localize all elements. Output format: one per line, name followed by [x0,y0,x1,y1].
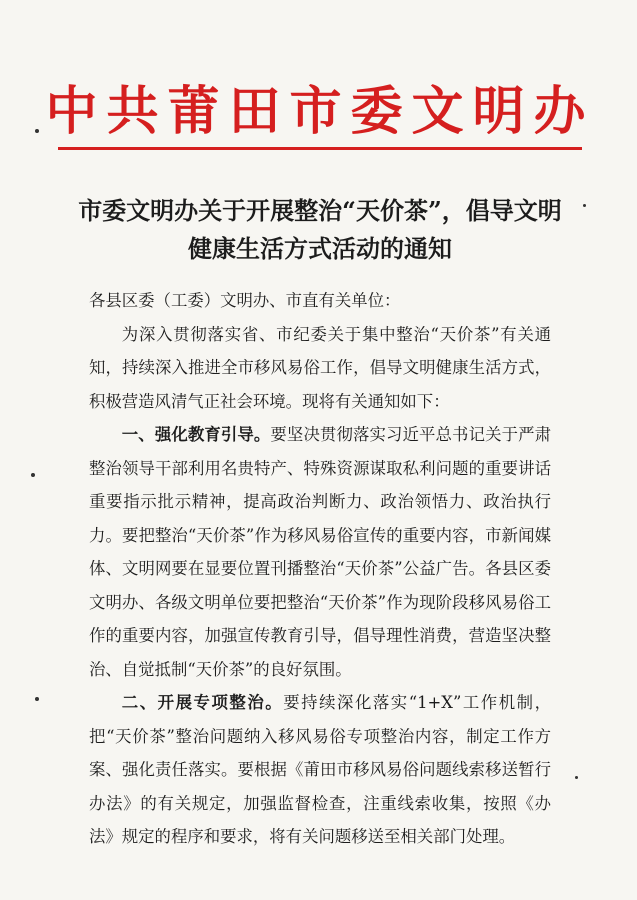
document-title-line-1: 市委文明办关于开展整治“天价茶”，倡导文明 [78,196,562,225]
scan-speck [575,776,578,779]
section-2-text: 要持续深化落实“1+X”工作机制，把“天价茶”整治问题纳入移风易俗专项整治内容，制定工作方案、强化责任落实。要根据《莆田市移风易俗问题线索移送暂行办法》的有关规定，加强监督检查，注重线索收集，按照《办法》规定的程序和要求，将有关问题移送至相关部门处理。 [89,693,551,846]
document-title [50,192,590,268]
intro-paragraph: 为深入贯彻落实省、市纪委关于集中整治“天价茶”有关通知，持续深入推进全市移风易俗工作，倡导文明健康生活方式，积极营造风清气正社会环境。现将有关通知如下： [89,324,551,411]
masthead-title: 中共莆田市委文明办 [45,81,595,142]
section-1-text: 要坚决贯彻落实习近平总书记关于严肃整治领导干部利用名贵特产、特殊资源谋取私利问题的重要讲话重要指示批示精神，提高政治判断力、政治领悟力、政治执行力。要把整治“天价茶”作为移风易俗宣传的重要内容，市新闻媒体、文明网要在显要位置刊播整治“天价茶”公益广告。各县区委文明办、各级文明单位要把整治“天价茶”作为现阶段移风易俗工作的重要内容，加强宣传教育引导，倡导理性消费，营造坚决整治、自觉抵制“天价茶”的良好氛围。 [89,425,552,679]
masthead-red-rule [58,147,582,150]
document-body [89,284,551,854]
scan-speck [35,129,39,133]
section-1-heading: 一、强化教育引导。 [121,425,271,444]
scan-speck [35,697,39,701]
salutation: 各县区委（工委）文明办、市直有关单位： [89,291,401,310]
document-title-line-2: 健康生活方式活动的通知 [188,234,452,263]
section-1-paragraph [89,418,551,686]
scan-speck [583,204,586,207]
section-2-paragraph [89,686,551,854]
section-2-heading: 二、开展专项整治。 [121,693,284,712]
scan-speck [31,473,35,477]
